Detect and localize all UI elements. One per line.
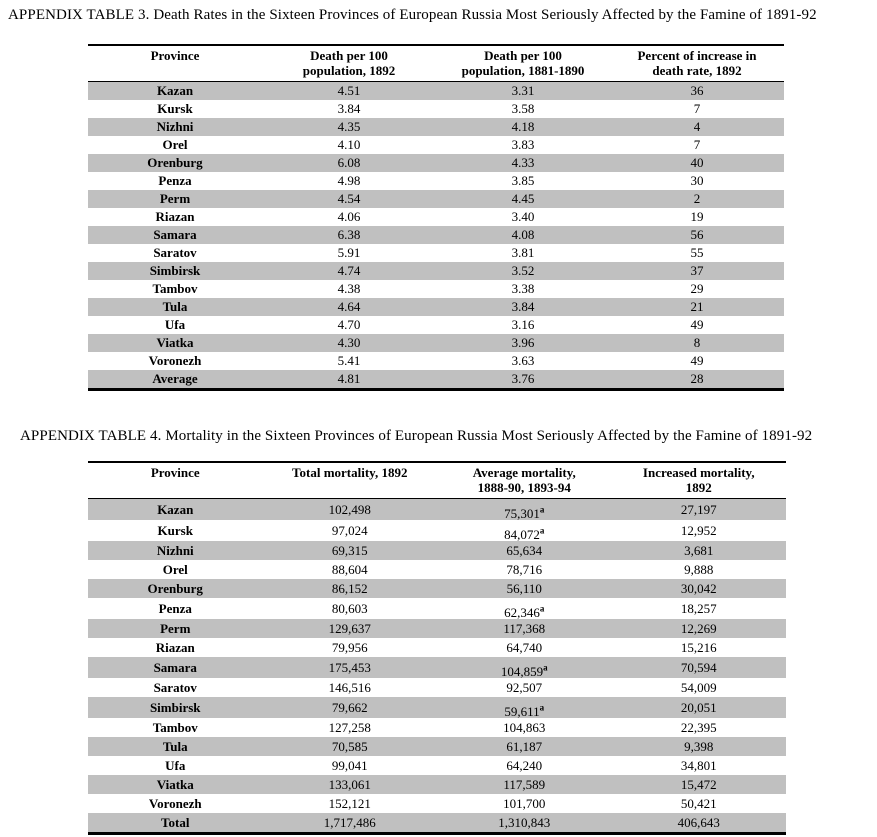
value-text: 62,346 xyxy=(504,604,540,620)
value-cell: 27,197 xyxy=(612,499,787,521)
value-cell: 4.10 xyxy=(337,137,361,152)
value-cell: 99,041 xyxy=(331,757,368,773)
table-row-penza xyxy=(88,598,786,619)
value-with-footnote xyxy=(504,504,545,521)
value-cell: 12,952 xyxy=(680,522,717,538)
value-cell: 3.38 xyxy=(511,281,535,296)
value-cell: 3.85 xyxy=(511,173,535,188)
province-cell: Orel xyxy=(162,137,188,152)
value-cell: 6.38 xyxy=(262,226,436,244)
value-cell: 4.98 xyxy=(337,173,361,188)
value-with-footnote xyxy=(504,702,545,719)
value-cell: 4.51 xyxy=(262,82,436,101)
table-row-average xyxy=(88,370,784,390)
province-cell: Kazan xyxy=(88,82,262,101)
value-cell: 5.41 xyxy=(337,353,361,368)
value-cell: 64,740 xyxy=(506,639,543,655)
column-header-line: Increased mortality, xyxy=(642,465,755,480)
column-header xyxy=(88,45,262,82)
column-header xyxy=(612,462,787,499)
column-header-line: Province xyxy=(150,465,200,480)
value-cell: 175,453 xyxy=(263,657,438,678)
column-header xyxy=(610,45,784,82)
value-cell: 92,507 xyxy=(506,679,543,695)
table3-title: APPENDIX TABLE 3. Death Rates in the Sixteen Provinces of European Russia Most Seriously Affected by the Famine of 1891-92 xyxy=(8,7,817,23)
province-cell: Voronezh xyxy=(148,795,202,811)
province-cell: Simbirsk xyxy=(88,697,263,718)
value-cell: 88,604 xyxy=(331,561,368,577)
value-cell: 69,315 xyxy=(263,541,438,560)
province-cell: Penza xyxy=(158,173,192,188)
value-cell: 79,662 xyxy=(263,697,438,718)
table-row-tambov xyxy=(88,280,784,298)
header-row xyxy=(88,45,784,82)
column-header-line: Death per 100 xyxy=(484,48,562,63)
table-row-tula xyxy=(88,737,786,756)
value-cell: 4.33 xyxy=(436,154,610,172)
province-cell: Perm xyxy=(88,190,262,208)
value-cell: 104,863 xyxy=(503,719,546,735)
value-cell: 4.18 xyxy=(436,118,610,136)
value-cell: 8 xyxy=(610,334,784,352)
value-cell: 70,594 xyxy=(612,657,787,678)
column-header-line: Percent of increase in xyxy=(637,48,757,63)
value-cell: 40 xyxy=(610,154,784,172)
footnote-marker: a xyxy=(539,525,545,536)
value-cell: 5.91 xyxy=(337,245,361,260)
value-cell: 4.35 xyxy=(262,118,436,136)
province-cell: Tambov xyxy=(152,281,198,296)
province-cell: Nizhni xyxy=(88,118,262,136)
value-cell: 29 xyxy=(690,281,704,296)
table-row-voronezh xyxy=(88,794,786,813)
value-cell: 117,368 xyxy=(437,619,612,638)
value-with-footnote xyxy=(500,662,548,679)
column-header xyxy=(436,45,610,82)
value-cell xyxy=(437,697,612,718)
province-cell: Samara xyxy=(88,226,262,244)
value-cell: 7 xyxy=(693,101,701,116)
table4 xyxy=(88,461,786,835)
value-cell: 7 xyxy=(693,137,701,152)
province-cell: Nizhni xyxy=(88,541,263,560)
table-row-tambov xyxy=(88,718,786,737)
table-row-perm xyxy=(88,619,786,638)
value-cell: 64,240 xyxy=(506,757,543,773)
column-header-line: death rate, 1892 xyxy=(652,63,742,78)
province-cell: Orenburg xyxy=(88,579,263,598)
value-cell: 3.31 xyxy=(436,82,610,101)
value-with-footnote xyxy=(504,603,545,620)
column-header-line: population, 1892 xyxy=(302,63,396,78)
value-cell: 2 xyxy=(610,190,784,208)
value-cell xyxy=(437,520,612,541)
value-cell: 37 xyxy=(610,262,784,280)
table-row-orel xyxy=(88,136,784,154)
province-cell: Voronezh xyxy=(148,353,202,368)
province-cell: Average xyxy=(88,370,262,390)
province-cell: Simbirsk xyxy=(88,262,262,280)
table-row-nizhni xyxy=(88,541,786,560)
value-cell: 70,585 xyxy=(263,737,438,756)
province-cell: Tula xyxy=(88,298,262,316)
value-cell: 20,051 xyxy=(612,697,787,718)
province-cell: Tambov xyxy=(152,719,198,735)
table-row-orenburg xyxy=(88,154,784,172)
value-cell: 4.38 xyxy=(337,281,361,296)
table3-header xyxy=(88,45,784,82)
value-cell: 1,310,843 xyxy=(437,813,612,834)
value-cell: 406,643 xyxy=(612,813,787,834)
value-cell: 30,042 xyxy=(612,579,787,598)
value-cell: 3.63 xyxy=(511,353,535,368)
value-cell: 4.08 xyxy=(436,226,610,244)
value-text: 84,072 xyxy=(504,526,540,542)
table3-body xyxy=(88,82,784,390)
value-cell: 54,009 xyxy=(680,679,717,695)
column-header-line: 1888-90, 1893-94 xyxy=(477,480,571,495)
value-cell: 3.16 xyxy=(511,317,535,332)
province-cell: Saratov xyxy=(153,245,197,260)
value-cell: 9,888 xyxy=(684,561,714,577)
value-cell: 4.70 xyxy=(337,317,361,332)
value-cell: 117,589 xyxy=(437,775,612,794)
table-row-total xyxy=(88,813,786,834)
value-cell: 18,257 xyxy=(680,600,717,616)
value-cell: 101,700 xyxy=(503,795,546,811)
value-cell: 152,121 xyxy=(328,795,371,811)
value-cell: 4.54 xyxy=(262,190,436,208)
value-cell: 50,421 xyxy=(680,795,717,811)
province-cell: Viatka xyxy=(88,775,263,794)
table-row-orel xyxy=(88,560,786,579)
value-text: 59,611 xyxy=(504,703,540,719)
table-row-ufa xyxy=(88,316,784,334)
footnote-marker: a xyxy=(539,603,545,614)
table-row-saratov xyxy=(88,244,784,262)
value-cell: 80,603 xyxy=(331,600,368,616)
province-cell: Penza xyxy=(158,600,192,616)
column-header-line: 1892 xyxy=(685,480,712,495)
column-header xyxy=(88,462,263,499)
table-row-kursk xyxy=(88,100,784,118)
value-cell: 133,061 xyxy=(263,775,438,794)
value-cell: 1,717,486 xyxy=(263,813,438,834)
value-cell: 15,472 xyxy=(612,775,787,794)
value-cell: 56 xyxy=(610,226,784,244)
value-cell xyxy=(437,499,612,521)
province-cell: Saratov xyxy=(153,679,197,695)
table-row-riazan xyxy=(88,638,786,657)
value-cell: 49 xyxy=(690,317,704,332)
province-cell: Perm xyxy=(88,619,263,638)
column-header-line: Death per 100 xyxy=(310,48,388,63)
table-row-samara xyxy=(88,657,786,678)
value-cell: 3.84 xyxy=(436,298,610,316)
table-row-penza xyxy=(88,172,784,190)
value-cell: 61,187 xyxy=(437,737,612,756)
province-cell: Kursk xyxy=(157,101,193,116)
province-cell: Orel xyxy=(162,561,188,577)
column-header xyxy=(437,462,612,499)
value-cell: 4.74 xyxy=(262,262,436,280)
value-cell: 34,801 xyxy=(680,757,717,773)
value-cell: 22,395 xyxy=(680,719,717,735)
column-header xyxy=(263,462,438,499)
value-cell: 56,110 xyxy=(437,579,612,598)
value-cell: 4.06 xyxy=(337,209,361,224)
table-row-kursk xyxy=(88,520,786,541)
value-with-footnote xyxy=(504,525,545,542)
column-header-line: population, 1881-1890 xyxy=(461,63,585,78)
table-row-tula xyxy=(88,298,784,316)
value-cell: 3,681 xyxy=(612,541,787,560)
footnote-marker: a xyxy=(539,702,545,713)
province-cell: Kazan xyxy=(88,499,263,521)
value-cell: 3.81 xyxy=(511,245,535,260)
table-row-orenburg xyxy=(88,579,786,598)
table4-body xyxy=(88,499,786,834)
column-header xyxy=(262,45,436,82)
table-row-samara xyxy=(88,226,784,244)
value-cell: 6.08 xyxy=(262,154,436,172)
column-header-line: Province xyxy=(150,48,200,63)
column-header-line: Total mortality, 1892 xyxy=(292,465,408,480)
table4-header xyxy=(88,462,786,499)
value-text: 75,301 xyxy=(504,505,540,521)
table-row-voronezh xyxy=(88,352,784,370)
table-row-ufa xyxy=(88,756,786,775)
value-cell: 4.64 xyxy=(262,298,436,316)
value-cell: 146,516 xyxy=(328,679,371,695)
province-cell: Ufa xyxy=(164,317,186,332)
value-cell: 65,634 xyxy=(437,541,612,560)
table-row-perm xyxy=(88,190,784,208)
footnote-marker: a xyxy=(539,504,545,515)
value-cell: 3.40 xyxy=(511,209,535,224)
table3 xyxy=(88,44,784,391)
value-cell: 49 xyxy=(690,353,704,368)
province-cell: Tula xyxy=(88,737,263,756)
province-cell: Total xyxy=(88,813,263,834)
value-cell: 3.84 xyxy=(337,101,361,116)
table-row-riazan xyxy=(88,208,784,226)
province-cell: Viatka xyxy=(88,334,262,352)
value-text: 104,859 xyxy=(500,663,544,679)
value-cell: 55 xyxy=(690,245,704,260)
value-cell: 3.52 xyxy=(436,262,610,280)
value-cell: 79,956 xyxy=(331,639,368,655)
table-row-kazan xyxy=(88,499,786,521)
table-row-simbirsk xyxy=(88,697,786,718)
value-cell: 3.76 xyxy=(436,370,610,390)
value-cell xyxy=(437,598,612,619)
value-cell: 21 xyxy=(610,298,784,316)
value-cell: 36 xyxy=(610,82,784,101)
value-cell: 28 xyxy=(610,370,784,390)
province-cell: Samara xyxy=(88,657,263,678)
value-cell: 15,216 xyxy=(680,639,717,655)
value-cell xyxy=(437,657,612,678)
value-cell: 12,269 xyxy=(612,619,787,638)
table-row-simbirsk xyxy=(88,262,784,280)
value-cell: 4.81 xyxy=(262,370,436,390)
province-cell: Riazan xyxy=(155,639,195,655)
value-cell: 3.96 xyxy=(436,334,610,352)
value-cell: 127,258 xyxy=(328,719,371,735)
table-row-viatka xyxy=(88,334,784,352)
province-cell: Orenburg xyxy=(88,154,262,172)
table-row-kazan xyxy=(88,82,784,101)
table-row-viatka xyxy=(88,775,786,794)
value-cell: 4.45 xyxy=(436,190,610,208)
value-cell: 3.83 xyxy=(511,137,535,152)
footnote-marker: a xyxy=(543,662,548,673)
value-cell: 97,024 xyxy=(331,522,368,538)
province-cell: Riazan xyxy=(155,209,195,224)
value-cell: 86,152 xyxy=(263,579,438,598)
column-header-line: Average mortality, xyxy=(472,465,576,480)
value-cell: 9,398 xyxy=(612,737,787,756)
value-cell: 4 xyxy=(610,118,784,136)
value-cell: 4.30 xyxy=(262,334,436,352)
header-row xyxy=(88,462,786,499)
value-cell: 78,716 xyxy=(506,561,543,577)
value-cell: 3.58 xyxy=(511,101,535,116)
table-row-saratov xyxy=(88,678,786,697)
province-cell: Ufa xyxy=(165,757,186,773)
value-cell: 102,498 xyxy=(263,499,438,521)
value-cell: 19 xyxy=(690,209,704,224)
value-cell: 30 xyxy=(690,173,704,188)
table4-title: APPENDIX TABLE 4. Mortality in the Sixteen Provinces of European Russia Most Seriously Affected by the Famine of 1891-92 xyxy=(20,428,813,444)
table-row-nizhni xyxy=(88,118,784,136)
province-cell: Kursk xyxy=(157,522,193,538)
value-cell: 129,637 xyxy=(263,619,438,638)
